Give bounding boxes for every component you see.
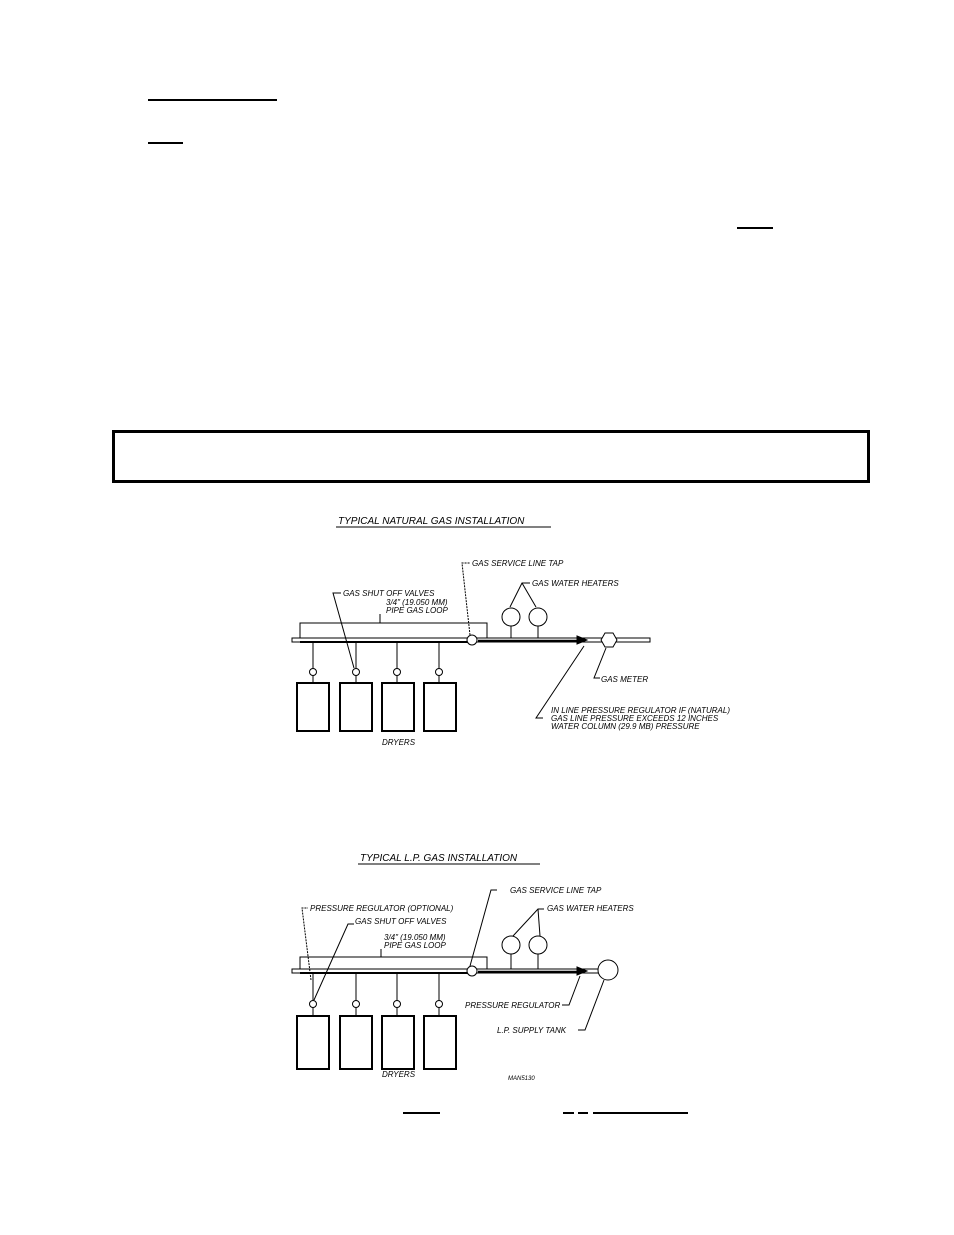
- lp-dryer-units: [297, 973, 456, 1069]
- underlines: [148, 100, 773, 1113]
- natural-meter-label: GAS METER: [601, 675, 649, 684]
- natural-regulator-line1: IN LINE PRESSURE REGULATOR IF (NATURAL): [551, 706, 730, 715]
- lp-title: TYPICAL L.P. GAS INSTALLATION: [360, 853, 518, 864]
- lp-gas-diagram: [292, 853, 634, 1082]
- lp-tank-label: L.P. SUPPLY TANK: [497, 1026, 567, 1035]
- natural-water-heaters-label: GAS WATER HEATERS: [532, 579, 619, 588]
- natural-regulator-line2: GAS LINE PRESSURE EXCEEDS 12 INCHES: [551, 714, 719, 723]
- natural-regulator-line3: WATER COLUMN (29.9 MB) PRESSURE: [551, 722, 700, 731]
- notice-box: [114, 432, 869, 482]
- lp-shut-off-label: GAS SHUT OFF VALVES: [355, 917, 447, 926]
- natural-dryers-label: DRYERS: [382, 738, 416, 747]
- natural-loop-size: 3/4" (19.050 MM): [386, 598, 448, 607]
- natural-title: TYPICAL NATURAL GAS INSTALLATION: [338, 516, 525, 527]
- natural-loop-label: PIPE GAS LOOP: [386, 606, 448, 615]
- natural-gas-diagram: [292, 516, 730, 747]
- dryer-units: [297, 642, 456, 731]
- lp-water-heaters-label: GAS WATER HEATERS: [547, 904, 634, 913]
- drawing-id: MAN5130: [508, 1076, 535, 1082]
- lp-loop-size: 3/4" (19.050 MM): [384, 933, 446, 942]
- lp-dryers-label: DRYERS: [382, 1070, 416, 1079]
- lp-loop-label: PIPE GAS LOOP: [384, 941, 446, 950]
- natural-shut-off-label: GAS SHUT OFF VALVES: [343, 589, 435, 598]
- lp-service-tap-label: GAS SERVICE LINE TAP: [510, 886, 602, 895]
- natural-service-tap-label: GAS SERVICE LINE TAP: [472, 559, 564, 568]
- lp-regulator-optional-label: PRESSURE REGULATOR (OPTIONAL): [310, 904, 454, 913]
- lp-pressure-regulator-label: PRESSURE REGULATOR: [465, 1001, 561, 1010]
